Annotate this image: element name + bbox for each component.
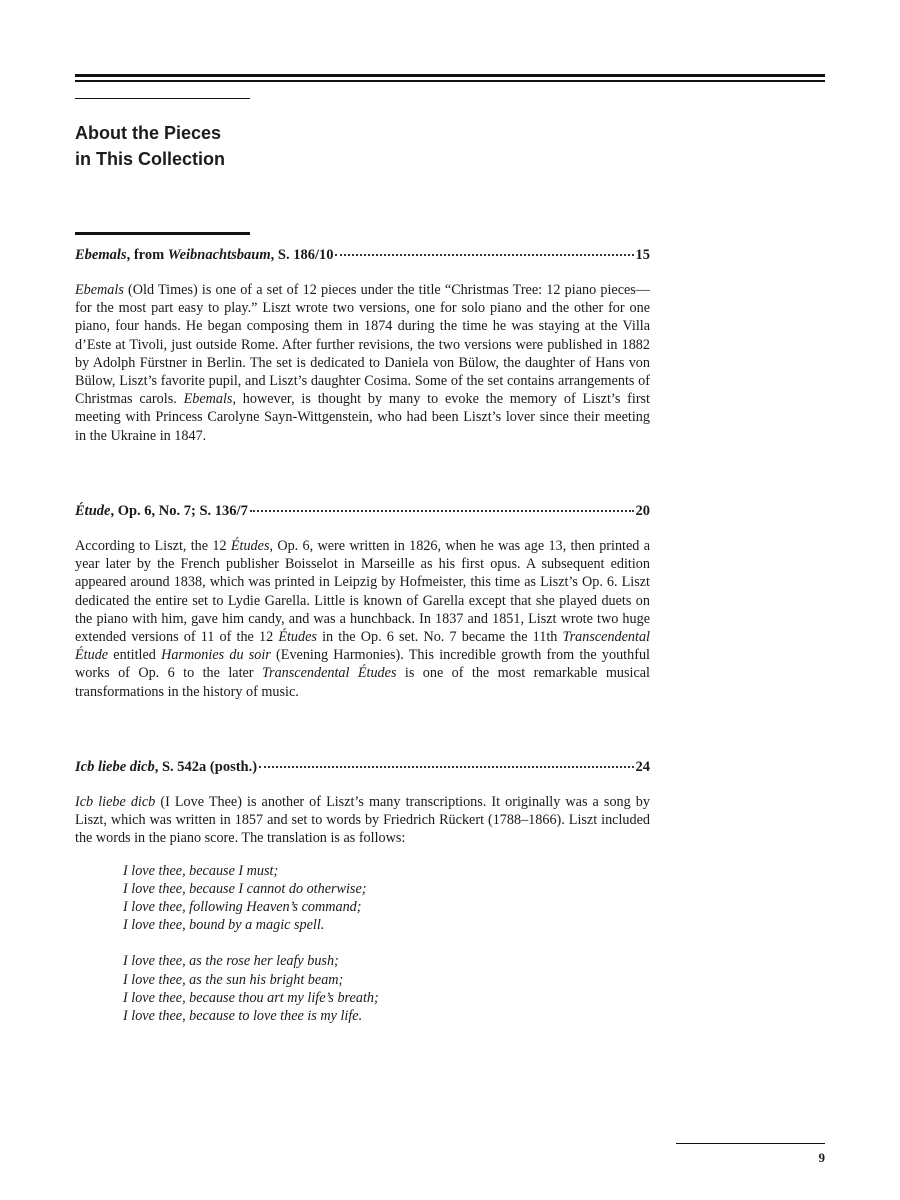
desc-text: (I Love Thee) is another of Liszt’s many transcriptions. It originally was a song by Liszt, which was written in 1857 and set to words by Friedrich Rückert (1788–1866). Liszt included the words in the piano score. The translation is as follows:: [75, 794, 650, 847]
toc-title-italic: Ebemals: [75, 247, 127, 263]
title-accent-rule: [75, 98, 250, 99]
desc-text-d: entitled: [108, 647, 162, 664]
entry-etude: [75, 503, 650, 701]
toc-title-mid: , from: [126, 247, 168, 263]
entry-description: [75, 793, 650, 848]
desc-italic-4: Harmonies du soir: [161, 647, 271, 664]
toc-line-etude: [75, 503, 650, 520]
desc-text-c: in the Op. 6 set. No. 7 became the 11th: [316, 629, 563, 646]
desc-italic-5: Transcendental Études: [261, 665, 397, 682]
translation-poem: [123, 862, 650, 1026]
desc-text-a: According to Liszt, the 12: [75, 538, 231, 554]
toc-title-rest: , S. 542a (posth.): [154, 759, 258, 775]
toc-line-ebemals: [75, 247, 650, 264]
poem-line: I love thee, because I must;: [123, 862, 279, 879]
entry-description: [75, 281, 650, 445]
toc-title-rest: , S. 186/10: [270, 247, 334, 263]
entry-ebemals: [75, 247, 650, 445]
poem-line: I love thee, because thou art my life’s breath;: [123, 989, 379, 1006]
toc-page-number: 24: [635, 759, 650, 775]
desc-text: (Old Times) is one of a set of 12 pieces under the title “Christmas Tree: 12 piano pieces—for the most part easy to play.” Liszt wrote two versions, one for solo piano and the other for one piano, four hands. He began composing them in 1874 during the time he was staying at the Villa d’Este at Tivoli, just outside Rome. After further revisions, the two versions were published in 1882 by Adolph Fürstner in Berlin. The set is dedicated to Daniela von Bülow, the daughter of Hans von Bülow, Liszt’s favorite pupil, and Liszt’s daughter Cosima. Some of the set contains arrangements of Christmas carols.: [75, 282, 650, 408]
desc-italic-2: Études: [278, 629, 317, 646]
page-title-line2: in This Collection: [75, 149, 226, 169]
header-rule-bottom: [75, 80, 825, 82]
page-title-line1: About the Pieces: [75, 123, 222, 143]
toc-title: [75, 759, 257, 776]
desc-italic-1: Études: [230, 538, 270, 554]
toc-title: [75, 247, 333, 264]
desc-italic-lead: Ebemals: [75, 282, 124, 298]
entry-description: [75, 537, 650, 701]
desc-italic-3: Transcendental Étude: [75, 629, 651, 664]
desc-italic-lead: Icb liebe dicb: [75, 794, 156, 810]
poem-line: I love thee, because I cannot do otherwise;: [123, 880, 367, 897]
desc-text-f: is one of the most remarkable musical transformations in the history of music.: [75, 665, 650, 700]
desc-text-e: (Evening Harmonies). This incredible growth from the youthful works of Op. 6 to the later: [75, 647, 650, 682]
toc-page-number: 15: [635, 247, 650, 263]
toc-title-italic: Icb liebe dicb: [75, 759, 155, 775]
toc-line-ich-liebe-dich: [75, 759, 650, 776]
poem-stanza-1: [123, 862, 650, 935]
poem-line: I love thee, because to love thee is my life.: [123, 1008, 363, 1025]
desc-text2: , however, is thought by many to evoke the memory of Liszt’s first meeting with Princess Carolyne Sayn-Wittgenstein, who had been Liszt’s lover since their meeting in the Ukraine in 1847.: [75, 391, 651, 444]
poem-line: I love thee, as the sun his bright beam;: [123, 971, 344, 988]
header-rule-top: [75, 74, 825, 77]
toc-title-italic: Étude: [75, 503, 111, 519]
section-accent-rule: [75, 232, 250, 235]
toc-title-rest: , Op. 6, No. 7; S. 136/7: [110, 503, 248, 519]
poem-line: I love thee, following Heaven’s command;: [123, 899, 362, 916]
poem-line: I love thee, as the rose her leafy bush;: [123, 953, 339, 970]
desc-italic-mid: Ebemals: [183, 391, 233, 408]
entry-ich-liebe-dich: [75, 759, 650, 1025]
toc-leader-dots: [250, 510, 634, 512]
page-title: [75, 120, 475, 172]
desc-text-b: , Op. 6, were written in 1826, when he was age 13, then printed a year later by the French publisher Boisselot in Marseille as his first opus. A subsequent edition appeared around 1838, which was printed in Leipzig by Hofmeister, this time as Liszt’s Op. 6. Liszt dedicated the entire set to Lydie Garella. Little is known of Garella except that she played duets on the piano with him, gave him candy, and was a hunchback. In 1837 and 1851, Liszt wrote two huge extended versions of 11 of the 12: [75, 538, 650, 646]
poem-line: I love thee, bound by a magic spell.: [123, 917, 325, 934]
toc-title-italic2: Weibnachtsbaum: [167, 247, 271, 263]
toc-leader-dots: [335, 254, 633, 256]
toc-title: [75, 503, 248, 520]
poem-stanza-2: [123, 952, 650, 1025]
toc-page-number: 20: [635, 503, 650, 519]
toc-leader-dots: [259, 766, 633, 768]
footer-rule: [676, 1143, 825, 1144]
page-number: 9: [818, 1150, 825, 1165]
